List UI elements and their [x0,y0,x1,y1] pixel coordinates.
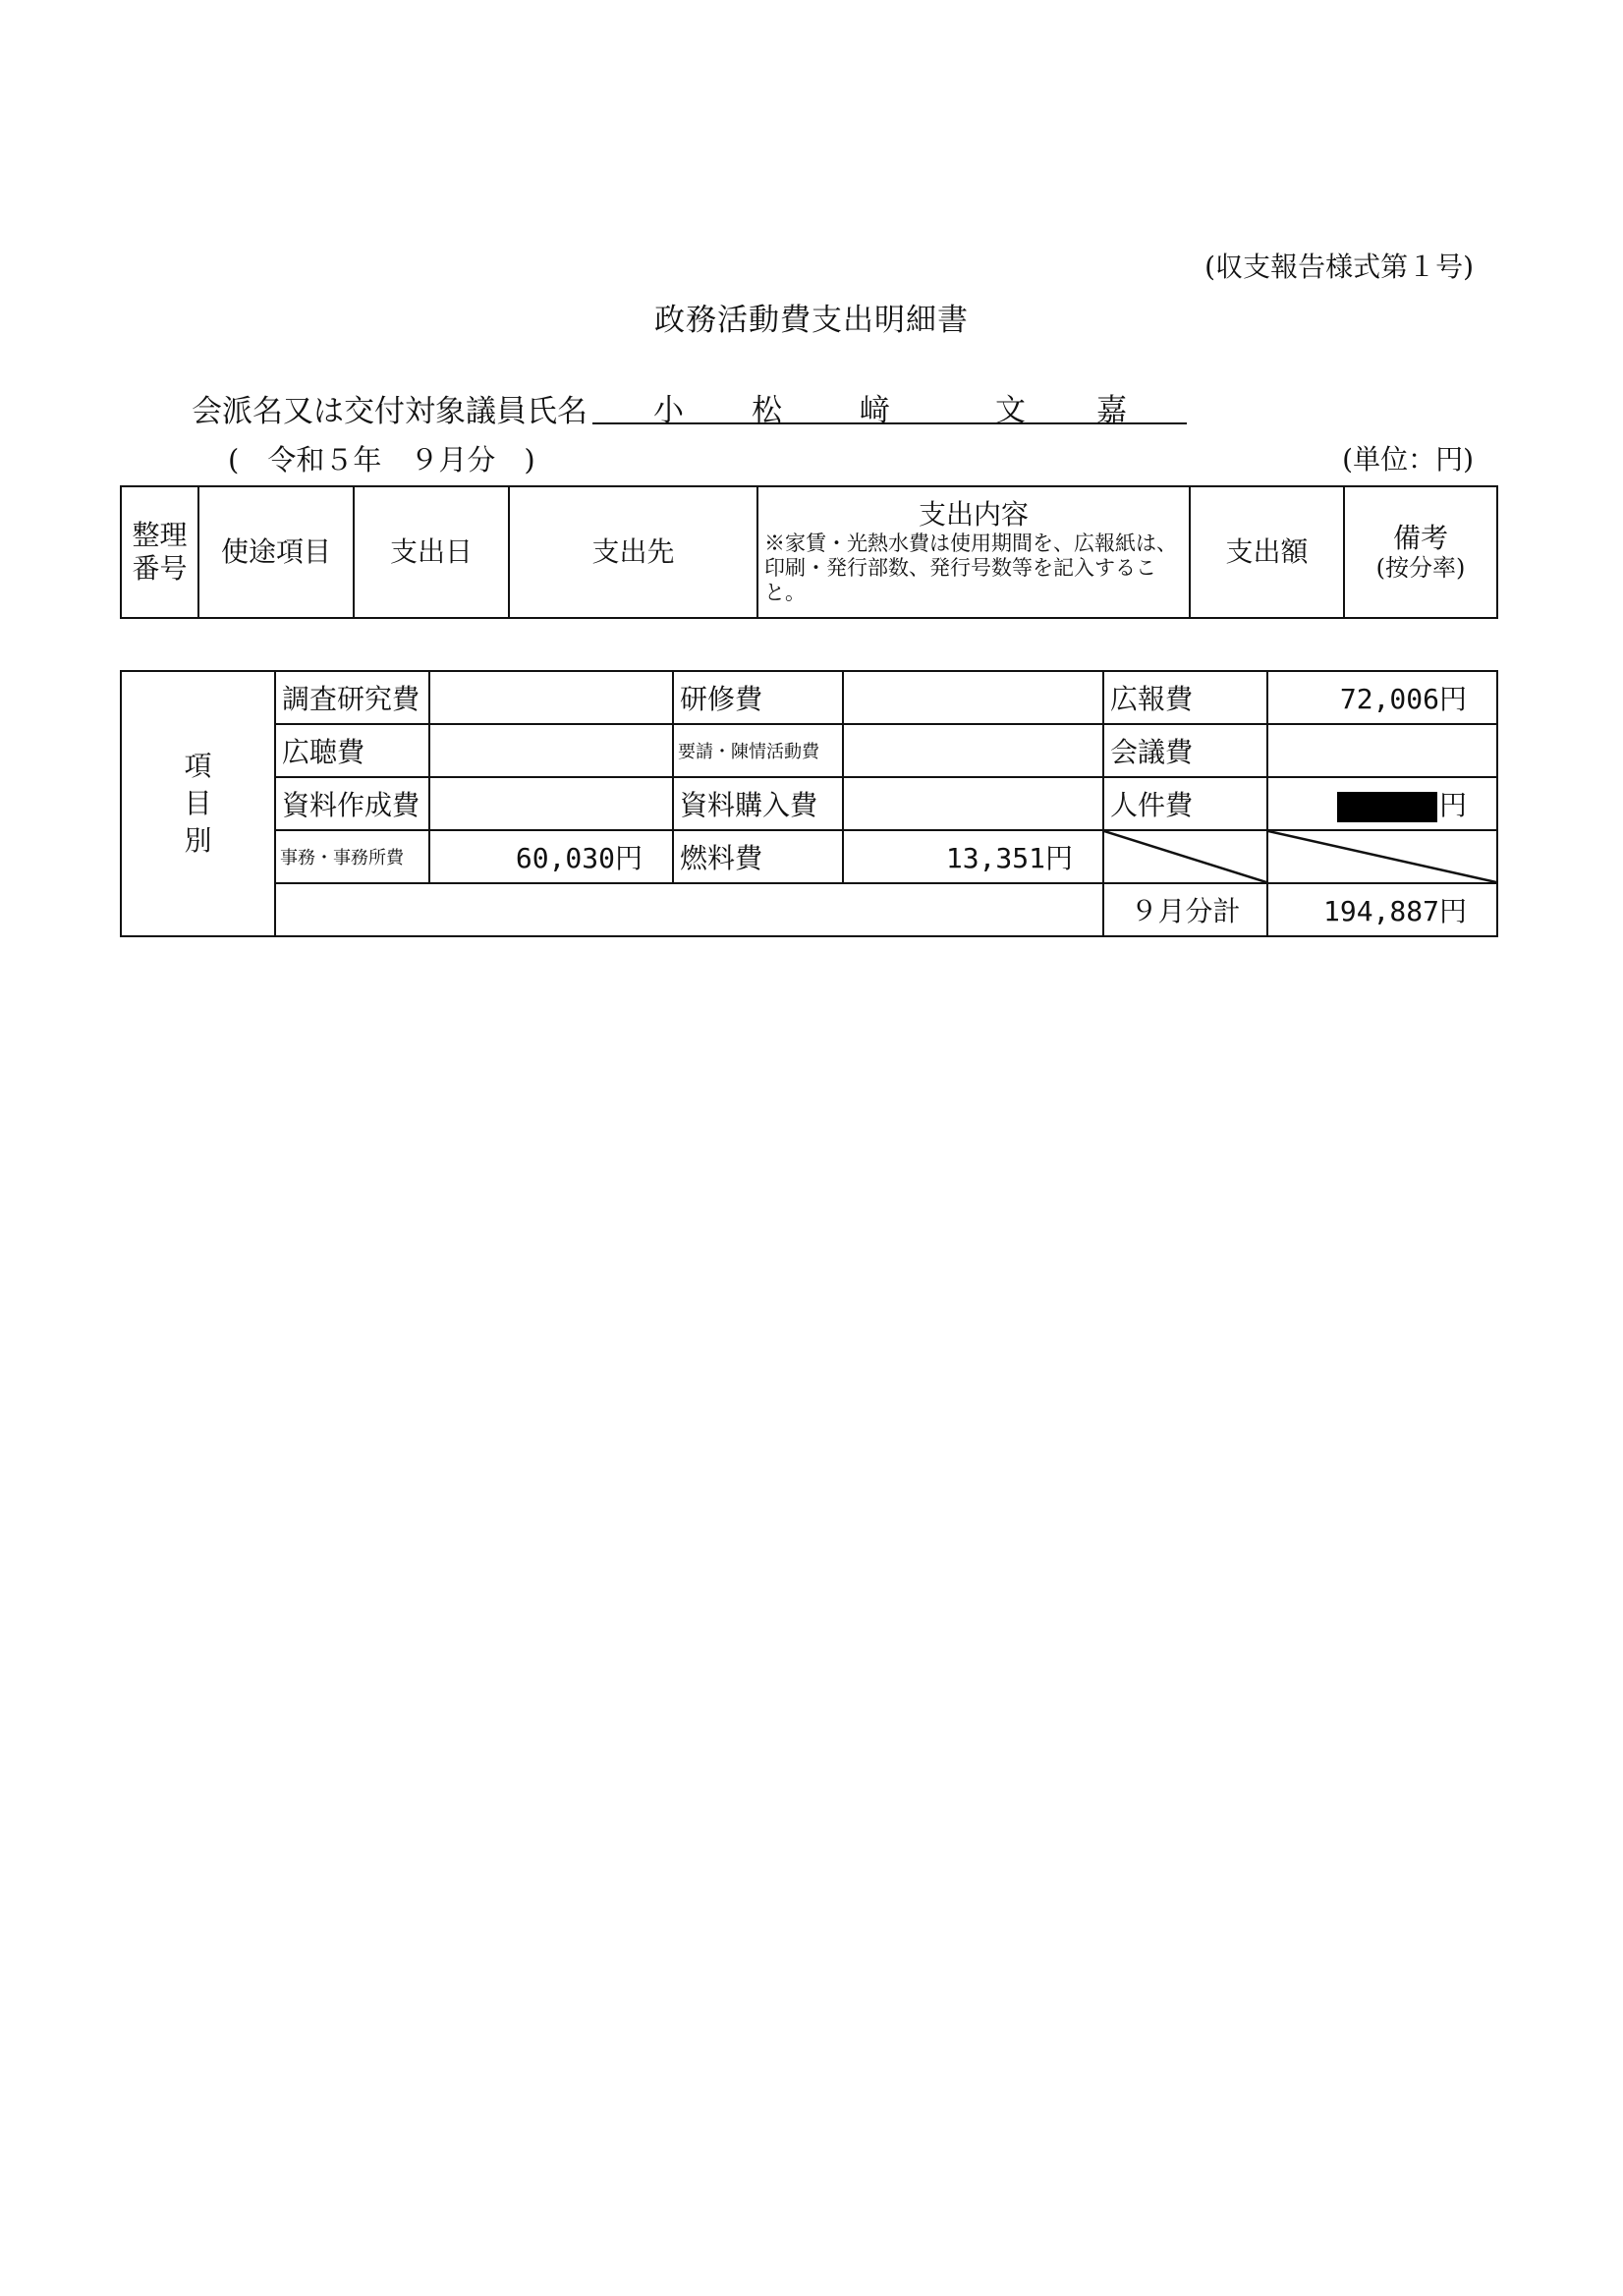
category-amount: 72,006円 [1267,671,1497,724]
category-label: 資料購入費 [673,777,843,830]
redaction-block [1337,792,1437,822]
category-label: 広聴費 [275,724,429,777]
category-amount: 60,030円 [429,830,673,883]
category-label: 広報費 [1103,671,1267,724]
category-amount [843,777,1103,830]
header-gaku: 支出額 [1190,486,1344,618]
category-amount [843,724,1103,777]
category-amount [843,671,1103,724]
table-row [121,671,1497,724]
header-shishutsubi: 支出日 [354,486,509,618]
table-row [121,830,1497,883]
unit-label: (単位：円) [1342,443,1474,476]
header-bikou-sub: (按分率) [1375,554,1466,583]
member-name-char: 文 [995,393,1026,428]
category-label-char: 別 [184,823,212,857]
category-label-char: 項 [184,750,212,783]
document-title: 政務活動費支出明細書 [654,303,969,338]
member-name-char: 小 [653,393,684,428]
header-seiri-line2: 番号 [132,552,188,585]
header-naiyou-label: 支出内容 [918,498,1029,532]
member-name-char: 松 [752,393,782,428]
category-amount [429,724,673,777]
category-amount [429,671,673,724]
category-summary-table [120,670,1498,937]
header-bikou-label: 備考 [1392,521,1448,554]
member-name-label: 会派名又は交付対象議員氏名 [192,394,588,429]
member-name-char: 﨑 [860,393,890,428]
category-amount [429,777,673,830]
blank-cell [275,883,1103,936]
member-name-char: 嘉 [1096,393,1127,428]
report-period: ( 令和５年 ９月分 ) [228,443,535,476]
category-label: 燃料費 [673,830,843,883]
header-shito: 使途項目 [198,486,354,618]
total-amount: 194,887円 [1267,883,1497,936]
amount-suffix: 円 [1438,789,1467,821]
header-seiri-line1: 整理 [132,519,188,552]
category-amount [1267,724,1497,777]
total-label: ９月分計 [1103,883,1267,936]
header-naiyou-note: ※家賃・光熱水費は使用期間を、広報紙は、印刷・発行部数、発行号数等を記入すること。 [764,532,1177,605]
diagonal-blank-cell [1103,830,1267,883]
table-row [121,724,1497,777]
category-label: 研修費 [673,671,843,724]
category-amount: 13,351円 [843,830,1103,883]
header-seiri-bangou [121,486,198,618]
category-label: 人件費 [1103,777,1267,830]
header-bikou [1344,486,1497,618]
diagonal-blank-cell [1267,830,1497,883]
form-number: (収支報告様式第１号) [1204,251,1474,283]
expense-header-table [120,485,1498,619]
redacted-amount-cell [1267,777,1497,830]
table-row [121,777,1497,830]
category-label: 資料作成費 [275,777,429,830]
category-label: 調査研究費 [275,671,429,724]
category-label-cell [121,671,275,936]
header-shishutsusaki: 支出先 [509,486,757,618]
header-naiyou [757,486,1190,618]
table-row [121,883,1497,936]
category-label: 会議費 [1103,724,1267,777]
category-label: 要請・陳情活動費 [673,724,843,777]
category-label: 事務・事務所費 [275,830,429,883]
member-name-field [592,383,1187,428]
category-label-char: 目 [184,787,212,820]
